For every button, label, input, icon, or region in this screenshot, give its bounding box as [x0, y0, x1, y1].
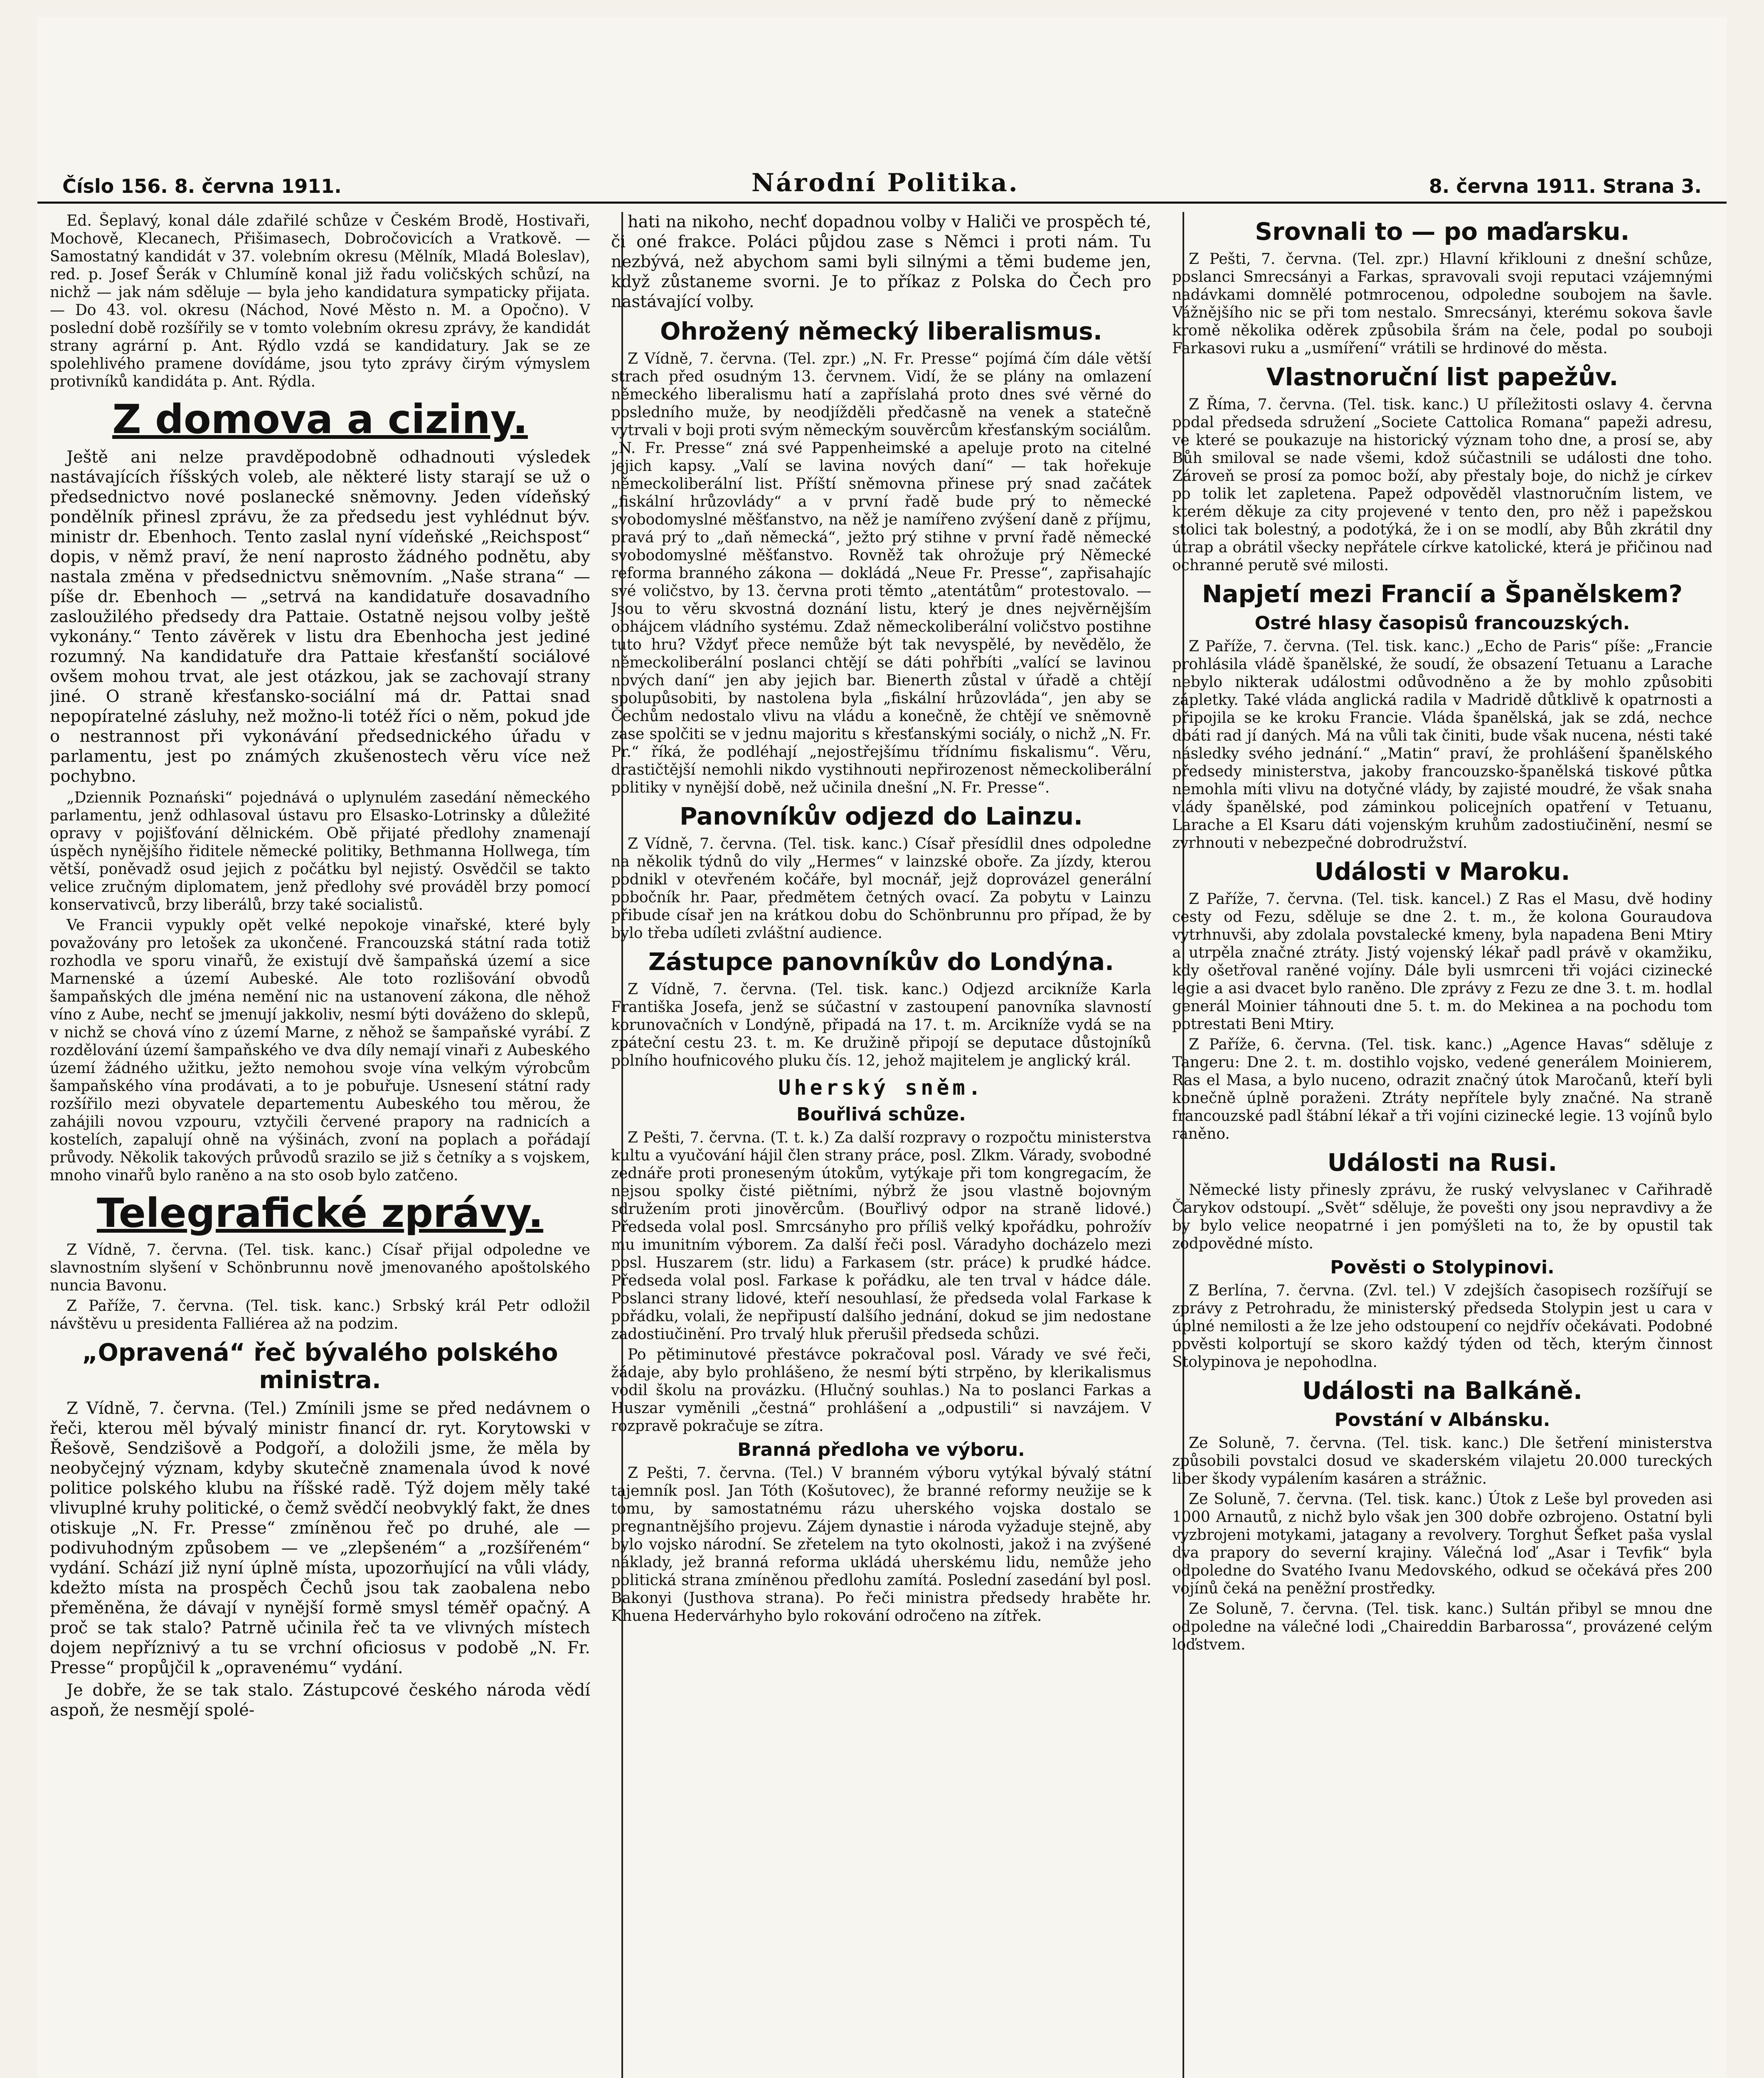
article-text: Z Vídně, 7. června. (Tel. tisk. kanc.) Císař přesídlil dnes odpoledne na několik týdnů do vily „Hermes“ v lainzské oboře. Za jízdy, kterou podnikl v otevřeném kočáře, byl mocnář, jejž doprovázel generální pobočník hr. Paar, předmětem četných ovací. Za pobytu v Lainzu přibude císař jen na krátkou dobu do Schönbrunnu pro případ, že by bylo třeba udíleti zvláštní audience.: [611, 835, 1151, 942]
article-subheading: Ostré hlasy časopisů francouzských.: [1254, 613, 1630, 634]
article-heading: Ohrožený německý liberalismus.: [660, 317, 1102, 345]
article-text: Z Říma, 7. června. (Tel. tisk. kanc.) U příležitosti oslavy 4. června podal předseda sdružení „Societe Cattolica Romana“ papeži adresu, ve které se poukazuje na historický význam toho dne, a prosí se, aby Bůh smiloval se nade všemi, kdož súčastnili se události dne toho. Zároveň se prosí za pomoc boží, aby přestaly boje, do nichž je církev po tolik let zapletena. Papež odpověděl vlastnoručním listem, ve kterém děkuje za city projevené v tento den, pro něž i papežskou stolici tak bolestný, a podotýká, že i on se modlí, aby Bůh zkrátil dny útrap a obrátil všecky nepřátele církve katolické, která je přičinou nad ochranné perutě své milosti.: [1172, 396, 1712, 574]
article-subheading: Pověsti o Stolypinovi.: [1330, 1257, 1555, 1278]
article-text: Ze Soluně, 7. června. (Tel. tisk. kanc.) Sultán přibyl se mnou dne odpoledne na válečné lodi „Chaireddin Barbarossa“, provázené celým loďstvem.: [1172, 1600, 1712, 1653]
article-heading: Zástupce panovníkův do Londýna.: [648, 948, 1114, 976]
article-subheading: Branná předloha ve výboru.: [737, 1439, 1025, 1460]
column-1: [50, 212, 590, 2078]
page-number: 8. června 1911. Strana 3.: [1429, 175, 1702, 197]
newspaper-page: [37, 17, 1727, 2078]
section-heading: Z domova a ciziny.: [112, 396, 528, 443]
article-heading: Události na Rusi.: [1327, 1148, 1557, 1177]
article-text: Z Pešti, 7. června. (T. t. k.) Za další rozpravy o rozpočtu ministerstva kultu a vyučování hájil člen strany práce, posl. Zlkm. Várady, svobodné zednáře proti proneseným útokům, vytýkaje při tom kongregacím, že nejsou spolky čisté piětními, nýbrž že jsou vlastně bojovným sdružením proti jinověrcům. (Bouřlivý odpor na straně lidové.) Předseda volal posl. Smrcsányho pro příliš velký kpořádku, pohrožív mu imunitním výborem. Za další řeči posl. Váradyho docházelo mezi posl. Huszarem (str. lidu) a Farkasem (str. práce) k prudké hádce. Předseda volal posl. Farkase k pořádku, ale ten trval v hádce dále. Poslanci strany lidové, kteří nesouhlasí, že předseda volal Farkase k pořádku, volali, že nepřipustí dalšího jednání, dokud se jim nedostane zadostiučinění. Pro trvalý hluk přerušil předseda schůzi.: [611, 1129, 1151, 1343]
column-3: [1172, 212, 1712, 2078]
article-heading: Uherský sněm.: [778, 1076, 984, 1100]
article-text: Z Paříže, 7. června. (Tel. tisk. kanc.) „Echo de Paris“ píše: „Francie prohlásila vládě španělské, že soudí, že obsazení Tetuanu a Larache nebylo nikterak událostmi odůvodněno a že by mohlo způsobiti zápletky. Také vláda anglická radila v Madridě důtklivě k opatrnosti a připojila se ke kroku Francie. Vláda španělská, jak se zdá, nechce dbáti rad jí daných. Má na vůli tak činiti, bude však nucena, nésti také následky svého jednání.“ „Matin“ praví, že prohlášení španělského předsedy ministerstva, jakoby francouzsko-španělská tiskové půtka nemohla míti vlivu na dotyčné vlády, by zajisté moudré, že však snaha vlády španělské, pod záminkou policejních opatření v Tetuanu, Larache a El Ksaru dáti vojenským kruhům zadostiučinění, nesmí se zvrhnouti v nebezpečné dobrodružství.: [1172, 638, 1712, 852]
section-heading: Telegrafické zprávy.: [96, 1190, 544, 1236]
article-heading: Panovníkův odjezd do Lainzu.: [679, 802, 1083, 830]
page-header: [37, 166, 1727, 204]
article-text: Z Vídně, 7. června. (Tel. tisk. kanc.) Císař přijal odpoledne ve slavnostním slyšení v Schönbrunnu nově jmenovaného apoštolského nuncia Bavonu.: [50, 1241, 590, 1294]
article-text: Z Pešti, 7. června. (Tel. zpr.) Hlavní křiklouni z dnešní schůze, poslanci Smrecsányi a Farkas, spravovali svoji reputaci vzájemnými nadávkami domnělé potmrocenou, odpoledne soubojem na šavle. Vážnějšího nic se při tom nestalo. Smrecsányi, kterému sokova šavle kromě několika oděrek způsobila šrám na čele, podal po souboji Farkasovi ruku a „usmíření“ vrátili se hrdinové do města.: [1172, 251, 1712, 357]
columns: [50, 212, 1712, 2078]
article-text: Z Vídně, 7. června. (Tel. zpr.) „N. Fr. Presse“ pojímá čím dále větší strach před osudným 13. červnem. Vidí, že se plány na omlazení německého liberalismu hatí a zapříslahá proto dnes své věrné do posledního muže, by neodjížděli předčasně na venek a statečně vytrvali v boji proti svým německým souvěrcům křesťanským sociálům. „N. Fr. Presse“ zná své Pappenheimské a apeluje proto na citelné jejich kapsy. „Valí se lavina nových daní“ — tak hořekuje německoliberální list. Příští sněmovna přinese prý snad začátek „fiskální hrůzovlády“ a v první řadě bude prý to německé svobodomyslné měšťanstvo, na něž je namířeno zvýšení daně z příjmu, pravá prý to „daň německá“, ježto prý stihne v první řadě německé svobodomyslné měšťanstvo. Rovněž tak ohrožuje prý Německé reforma branného zákona — dokládá „Neue Fr. Presse“, zapřisahajíc své voličstvo, by 13. června proti těmto „atentátům“ protestovalo. — Jsou to věru skvostná doznání listu, který je dnes nejvěrnějším obhájcem vládního systému. Zdaž německoliberální voličstvo postihne tuto hru? Vždyť přece nemůže být tak nevyspělé, by nevědělo, že německoliberální poslanci chtějí se dáti pohřbíti „valící se lavinou nových daní“ jen aby jejich bar. Bienerth zůstal v úřadě a chtějí spolupůsobiti, by nastolena byla „fiskální hrůzovláda“, jen aby se Čechům nedostalo vlivu na vládu a konečně, že chtějí ve sněmovně zase spolčiti se v jednu majoritu s křesťanskými sociály, o nichž „N. Fr. Pr.“ říká, že podléhají „nejostřejšímu třídnímu fiskalismu“. Věru, drastičtější nemohli nikdo vystihnouti nepřirozenost německoliberální politiky v nynější době, než učinila dnešní „N. Fr. Presse“.: [611, 350, 1151, 796]
article-heading: Události v Maroku.: [1314, 857, 1570, 886]
newspaper-title: Národní Politika.: [751, 168, 1019, 197]
article-text: Po pětiminutové přestávce pokračoval posl. Várady ve své řeči, žádaje, aby bylo prohlášeno, že nesmí býti strpěno, by klerikalismus vodil školu na provázku. (Hlučný souhlas.) Na to poslanci Farkas a Huszar vyměnili „čestná“ prohlášení a „odpustili“ si navzájem. V rozpravě pokračuje se zítra.: [611, 1346, 1151, 1435]
article-text: Ve Francii vypukly opět velké nepokoje vinařské, které byly považovány pro letošek za ukončené. Francouzská státní rada totiž rozhodla ve sporu vinařů, že existují dvě šampaňská území a sice Marnenské a území Aubeské. Ale toto rozlišování obvodů šampaňských dle jména nemění nic na ustanovení zákona, dle něhož víno z Aube, nechť se jmenují jakkoliv, nesmí býti dováženo do sklepů, v nichž se chová víno z území Marne, z něhož se šampaňské vyrábí. Z rozdělování území šampaňského ve dva díly nemají vinaři z Aubeského území žádného užitku, ježto nemohou svoje vína velkým výrobcům šampaňského vína prodávati, a to je pobuřuje. Usnesení státní rady rozšířilo mezi obyvatele departementu Aubeského tou měrou, že zahájili novou vzpouru, vztyčili červené prapory na radnicích a kostelích, zapalují ohně na výšinách, zvoní na poplach a pořádají průvody. Několik takových průvodů srazilo se již s četníky a s vojskem, mnoho vinařů bylo raněno a na sto osob bylo zatčeno.: [50, 917, 590, 1184]
article-heading: „Opravená“ řeč bývalého polského ministra.: [82, 1338, 558, 1394]
article-heading: Srovnali to — po maďarsku.: [1255, 217, 1630, 246]
issue-info: Číslo 156. 8. června 1911.: [62, 175, 342, 197]
article-text: Ze Soluně, 7. června. (Tel. tisk. kanc.) Útok z Leše byl proveden asi 1000 Arnautů, z nichž bylo však jen 300 dobře ozbrojeno. Ostatní byli vyzbrojeni motykami, jatagany a revolvery. Torghut Šefket paša vyslal dva prapory do severní krajiny. Válečná loď „Asar i Tevfik“ byla odpoledne do Svatého Ivanu Medovského, odkud se očekává přes 200 vojínů čeká na peněžní prostředky.: [1172, 1491, 1712, 1597]
article-heading: Události na Balkáně.: [1302, 1376, 1583, 1405]
article-text: Z Berlína, 7. června. (Zvl. tel.) V zdejších časopisech rozšířují se zprávy z Petrohradu, že ministerský předseda Stolypin jest u cara v úplné nemilosti a že lze jeho odstoupení co nejdřív očekávati. Podobné pověsti kolportují se skoro každý týden od těch, kterým činnost Stolypinova je nepohodlna.: [1172, 1282, 1712, 1371]
article-subheading: Povstání v Albánsku.: [1334, 1409, 1550, 1430]
article-text: Německé listy přinesly zprávu, že ruský velvyslanec v Cařihradě Čarykov odstoupí. „Svět“ sděluje, že povešti ony jsou nepravdivy a že by bylo velice neopatrné i jen pomýšleti na to, že by opustil tak zodpovědné místo.: [1172, 1182, 1712, 1252]
article-text: Z Pešti, 7. června. (Tel.) V branném výboru vytýkal bývalý státní tajemník posl. Jan Tóth (Košutovec), že branné reformy neužije se k tomu, by samostatnému rázu uherského vojska dostalo se pregnantnějšího projevu. Zájem dynastie i národa vyžaduje stejně, aby bylo vojsko národní. Se zřetelem na tyto okolnosti, jakož i na zvýšené náklady, jež branná reforma ukládá uherskému lidu, nemůže jeho politická strana zmíněnou předlohu zamítá. Poslední zasedání byl posl. Bakonyi (Justhova strana). Po řeči ministra předsedy hraběte hr. Khuena Hedervárhyho bylo rokování odročeno na zítřek.: [611, 1465, 1151, 1625]
article-text: Ed. Šeplavý, konal dále zdařilé schůze v Českém Brodě, Hostivaři, Mochově, Klecanech, Přišimasech, Dobročovicích a Vratkově. — Samostatný kandidát v 37. volebním okresu (Mělník, Mladá Boleslav), red. p. Josef Šerák v Chlumíně konal již řadu voličských schůzí, na nichž — jak nám sděluje — byla jeho kandidatura sympaticky přijata. — Do 43. vol. okresu (Náchod, Nové Město n. M. a Opočno). V poslední době rozšířily se v tomto volebním okresu zprávy, že kandidát strany agrární p. Ant. Rýdlo vzdá se kandidatury. Jak se ze spolehlivého pramene dovídáme, jsou tyto zprávy čirým výmyslem protivníků kandidáta p. Ant. Rýdla.: [50, 212, 590, 390]
article-subheading: Bouřlivá schůze.: [796, 1104, 966, 1125]
article-text: Ještě ani nelze pravděpodobně odhadnouti výsledek nastávajících říšských voleb, ale některé listy starají se už o předsednictvo nové poslanecké sněmovny. Jeden vídeňský pondělník přinesl zprávu, že za předsedu jest vyhlédnut býv. ministr dr. Ebenhoch. Tento zaslal nyní vídeňské „Reichspost“ dopis, v němž praví, že není naprosto žádného podnětu, aby nastala změna v předsednictvu sněmovním. „Naše strana“ — píše dr. Ebenhoch — „setrvá na kandidatuře dosavadního zasloužilého předsedy dra Pattaie. Ostatně nejsou volby ještě vykonány.“ Tento závěrek v listu dra Ebenhocha jest jediné rozumný. Na kandidatuře dra Pattaie křesťanští sociálové ovšem mohou trvat, ale jest otázkou, jak se zachovají strany jiné. O straně křesťansko-sociální má dr. Pattai snad nepopíratelné zásluhy, než možno-li totéž říci o něm, pokud jde o nestrannost při vykonávání předsednického úřadu v parlamentu, jest po známých zkušenostech věru více než pochybno.: [50, 448, 590, 786]
article-text: Je dobře, že se tak stalo. Zástupcové českého národa vědí aspoň, že nesmějí spolé-: [50, 1681, 590, 1720]
article-heading: Napjetí mezi Francií a Španělskem?: [1202, 580, 1683, 608]
article-heading: Vlastnoruční list papežův.: [1266, 363, 1619, 391]
article-text: „Dziennik Poznański“ pojednává o uplynulém zasedání německého parlamentu, jenž odhlasoval ústavu pro Elsasko-Lotrinsky a důležité opravy v pojišťování dělnickém. Obě přijaté předlohy znamenají úspěch nynějšího řiditele německé politiky, Bethmanna Hollwega, tím větší, poněvadž osud jejich z počátku byl nejistý. Osvědčil se takto velice zručným diplomatem, jenž předlohy své prováděl brzy pomocí konservativců, brzy liberálů, brzy také socialistů.: [50, 789, 590, 913]
article-text: Z Paříže, 7. června. (Tel. tisk. kancel.) Z Ras el Masu, dvě hodiny cesty od Fezu, sděluje se dne 2. t. m., že kolona Gouraudova vytrhnuvši, aby zdolala povstalecké kmeny, byla napadena Beni Mtiry a utrpěla značné ztráty. Jistý vojenský lékař padl právě v okamžiku, kdy ošetřoval raněné vojíny. Dále byli usmrceni tři vojáci cizinecké legie a asi dvacet bylo raněno. Dle zprávy z Fezu ze dne 3. t. m. hodlal generál Moinier táhnouti dne 5. t. m. do Mekinea a na pochodu tom potrestati Beni Mtiry.: [1172, 891, 1712, 1033]
article-text: Z Paříže, 6. června. (Tel. tisk. kanc.) „Agence Havas“ sděluje z Tangeru: Dne 2. t. m. dostihlo vojsko, vedené generálem Moinierem, Ras el Masa, a bylo nuceno, odrazit značný útok Maročanů, kteří byli konečně úplně poraženi. Ztráty nepřítele byly značné. Na straně francouzské padl štábní lékař a tři vojíni cizinecké legie. 13 vojínů bylo raněno.: [1172, 1036, 1712, 1142]
column-2: [611, 212, 1151, 2078]
article-text: Z Paříže, 7. června. (Tel. tisk. kanc.) Srbský král Petr odložil návštěvu u presidenta Falliérea až na podzim.: [50, 1298, 590, 1332]
article-text: Z Vídně, 7. června. (Tel.) Zmínili jsme se před nedávnem o řeči, kterou měl bývalý ministr financí dr. ryt. Korytowski v Řešově, Sendzišově a Podgoří, a doložili jsme, že měla by neobyčejný význam, kdyby skutečně znamenala úvod k nové politice polského klubu na říšské radě. Týž dojem měly také vlivuplné kruhy politické, o čemž svědčí neobvyklý fakt, že dnes otiskuje „N. Fr. Presse“ zmíněnou řeč po druhé, ale — podivuhodným způsobem — ve „zlepšeném“ a „rozšířeném“ vydání. Schází již nyní úplně místa, upozorňující na vůli vlády, kdežto místa na prospěch Čechů jsou tak zaobalena nebo přeměněna, že dávají v nynější formě smysl téměř opačný. A proč se tak stalo? Patrně učinila řeč ta ve vlivných místech dojem nepříznivý a tu se vrchní oficiosus v podobě „N. Fr. Presse“ propůjčil k „opravenému“ vydání.: [50, 1399, 590, 1677]
article-text: Z Vídně, 7. června. (Tel. tisk. kanc.) Odjezd arcikníže Karla Františka Josefa, jenž se súčastní v zastoupení panovníka slavností korunovačních v Londýně, připadá na 17. t. m. Arcikníže vydá se na zpáteční cestu 23. t. m. Ke družině připojí se deputace důstojníků polního houfnicového pluku čís. 12, jehož majitelem je anglický král.: [611, 981, 1151, 1069]
article-text: hati na nikoho, nechť dopadnou volby v Haliči ve prospěch té, či oné frakce. Poláci půjdou zase s Němci i proti nám. Tu nezbývá, než abychom sami byli silnými a těmi budeme jen, když zůstaneme svorni. Je to příkaz z Polska do Čech pro nastávající volby.: [611, 212, 1151, 311]
article-text: Ze Soluně, 7. června. (Tel. tisk. kanc.) Dle šetření ministerstva způsobili povstalci dosud ve skaderském vilajetu 20.000 tureckých liber škody vypálením kasáren a strážnic.: [1172, 1435, 1712, 1487]
